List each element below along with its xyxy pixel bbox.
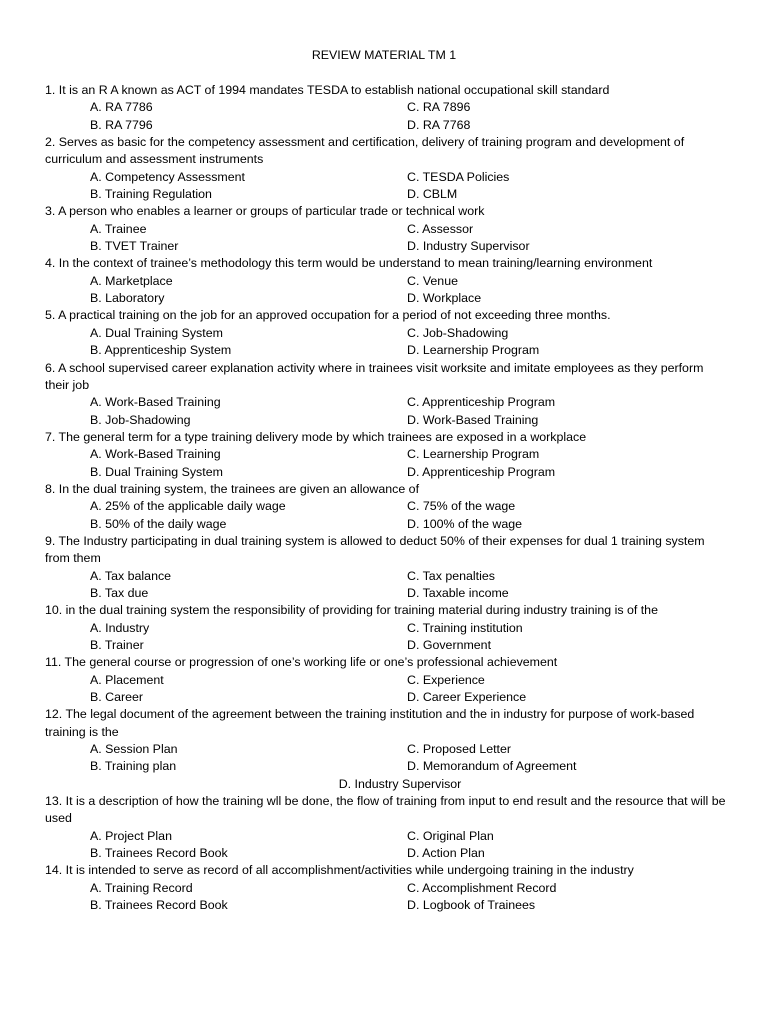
question-text: 13. It is a description of how the training wll be done, the flow of training from input to end result and the resource that will be used	[45, 794, 726, 826]
answer-choice: B. Tax due	[90, 585, 149, 600]
question-item	[45, 533, 727, 602]
answer-choice: C. Original Plan	[407, 828, 494, 843]
question-text: 7. The general term for a type training delivery mode by which trainees are exposed in a workplace	[45, 429, 587, 444]
page-title: REVIEW MATERIAL TM 1	[311, 48, 457, 62]
choice-row	[45, 169, 727, 186]
question-text: 10. in the dual training system the responsibility of providing for training material during industry training is of the	[45, 603, 658, 618]
question-item	[45, 82, 727, 134]
choice-row	[45, 412, 727, 429]
choice-row	[45, 221, 727, 238]
choice-row	[45, 689, 727, 706]
answer-choice: C. 75% of the wage	[407, 499, 516, 514]
answer-choice: C. Experience	[407, 672, 485, 687]
choice-row	[45, 186, 727, 203]
question-item	[45, 481, 727, 533]
question-text: 11. The general course or progression of one’s working life or one’s professional achievement	[45, 655, 558, 670]
question-item	[45, 134, 727, 203]
answer-choice: A. Training Record	[90, 880, 193, 895]
answer-choice: A. Marketplace	[90, 273, 173, 288]
choice-row	[45, 845, 727, 862]
answer-choice: D. Learnership Program	[407, 343, 540, 358]
answer-choice: B. Trainees Record Book	[90, 846, 228, 861]
question-text: 2. Serves as basic for the competency assessment and certification, delivery of training program and development of curriculum and assessment instruments	[45, 135, 685, 167]
answer-choice: D. Memorandum of Agreement	[407, 759, 577, 774]
answer-choice: A. Trainee	[90, 221, 147, 236]
answer-choice: B. Job-Shadowing	[90, 412, 191, 427]
answer-choice: A. Industry	[90, 620, 150, 635]
question-text: 5. A practical training on the job for an approved occupation for a period of not exceeding three months.	[45, 308, 611, 323]
choice-row	[45, 620, 727, 637]
choice-row	[45, 464, 727, 481]
answer-choice: D. Workplace	[407, 291, 482, 306]
answer-choice: C. Venue	[407, 273, 458, 288]
question-item	[45, 654, 727, 706]
question-item	[45, 706, 727, 793]
answer-choice: A. Work-Based Training	[90, 447, 221, 462]
answer-choice: B. Laboratory	[90, 291, 165, 306]
question-list	[45, 82, 727, 915]
answer-choice: D. Career Experience	[407, 690, 527, 705]
answer-choice: A. Tax balance	[90, 568, 172, 583]
answer-choice: A. Project Plan	[90, 828, 172, 843]
choice-row	[45, 758, 727, 775]
answer-choice: D. Logbook of Trainees	[407, 898, 536, 913]
answer-choice: A. Work-Based Training	[90, 395, 221, 410]
choice-row	[45, 637, 727, 654]
choice-row	[45, 238, 727, 255]
answer-choice: A. Dual Training System	[90, 325, 223, 340]
answer-choice: C. Job-Shadowing	[407, 325, 509, 340]
choice-row	[45, 672, 727, 689]
answer-choice: C. Apprenticeship Program	[407, 395, 556, 410]
answer-choice: D. Industry Supervisor	[407, 239, 530, 254]
answer-choice: A. Session Plan	[90, 742, 178, 757]
question-item	[45, 793, 727, 862]
answer-choice: C. Learnership Program	[407, 447, 540, 462]
answer-choice: D. Taxable income	[407, 585, 509, 600]
choice-row	[45, 880, 727, 897]
choice-row	[45, 585, 727, 602]
choice-row	[45, 516, 727, 533]
answer-choice: B. Trainees Record Book	[90, 898, 228, 913]
answer-choice: D. Action Plan	[407, 846, 485, 861]
choice-row	[45, 342, 727, 359]
answer-choice: C. TESDA Policies	[407, 169, 510, 184]
stray-answer-line: D. Industry Supervisor	[338, 776, 462, 791]
answer-choice: A. Placement	[90, 672, 164, 687]
choice-row	[45, 741, 727, 758]
choice-row	[45, 117, 727, 134]
question-item	[45, 602, 727, 654]
answer-choice: D. Work-Based Training	[407, 412, 539, 427]
answer-choice: B. Training Regulation	[90, 187, 212, 202]
answer-choice: D. RA 7768	[407, 117, 471, 132]
choice-row	[45, 394, 727, 411]
answer-choice: B. Training plan	[90, 759, 177, 774]
choice-row	[45, 325, 727, 342]
answer-choice: C. RA 7896	[407, 100, 471, 115]
choice-row	[45, 273, 727, 290]
answer-choice: B. Apprenticeship System	[90, 343, 232, 358]
question-item	[45, 255, 727, 307]
question-item	[45, 429, 727, 481]
answer-choice: B. Trainer	[90, 638, 144, 652]
answer-choice: C. Accomplishment Record	[407, 880, 557, 895]
choice-row	[45, 897, 727, 914]
choice-row	[45, 446, 727, 463]
question-text: 8. In the dual training system, the trainees are given an allowance of	[45, 481, 420, 496]
question-text: 6. A school supervised career explanation activity where in trainees visit worksite and imitate employees as they perform their job	[45, 360, 704, 392]
choice-row	[45, 99, 727, 116]
choice-row	[45, 568, 727, 585]
question-item	[45, 862, 727, 914]
choice-row	[45, 498, 727, 515]
answer-choice: C. Proposed Letter	[407, 742, 512, 757]
question-text: 4. In the context of trainee’s methodology this term would be understand to mean training/learning environment	[45, 256, 653, 271]
answer-choice: D. CBLM	[407, 187, 458, 202]
answer-choice: B. Dual Training System	[90, 464, 223, 479]
question-text: 1. It is an R A known as ACT of 1994 mandates TESDA to establish national occupational skill standard	[45, 83, 610, 97]
question-text: 12. The legal document of the agreement between the training institution and the in industry for purpose of work-based training is the	[45, 707, 695, 739]
choice-row	[45, 290, 727, 307]
answer-choice: D. Government	[407, 638, 492, 652]
answer-choice: B. RA 7796	[90, 117, 153, 132]
answer-choice: A. 25% of the applicable daily wage	[90, 499, 286, 514]
answer-choice: A. RA 7786	[90, 100, 153, 115]
answer-choice: B. Career	[90, 690, 144, 705]
question-item	[45, 360, 727, 429]
choice-row	[45, 828, 727, 845]
question-text: 9. The Industry participating in dual training system is allowed to deduct 50% of their expenses for dual 1 training system from them	[45, 533, 705, 566]
answer-choice: C. Training institution	[407, 620, 523, 635]
answer-choice: C. Tax penalties	[407, 568, 495, 583]
answer-choice: C. Assessor	[407, 221, 474, 236]
question-item	[45, 203, 727, 255]
answer-choice: B. TVET Trainer	[90, 239, 179, 254]
question-text: 14. It is intended to serve as record of all accomplishment/activities while undergoing training in the industry	[45, 863, 634, 878]
answer-choice: A. Competency Assessment	[90, 169, 245, 184]
answer-choice: B. 50% of the daily wage	[90, 516, 227, 531]
answer-choice: D. 100% of the wage	[407, 516, 523, 531]
answer-choice: D. Apprenticeship Program	[407, 464, 556, 479]
question-text: 3. A person who enables a learner or groups of particular trade or technical work	[45, 204, 485, 219]
question-item	[45, 307, 727, 359]
